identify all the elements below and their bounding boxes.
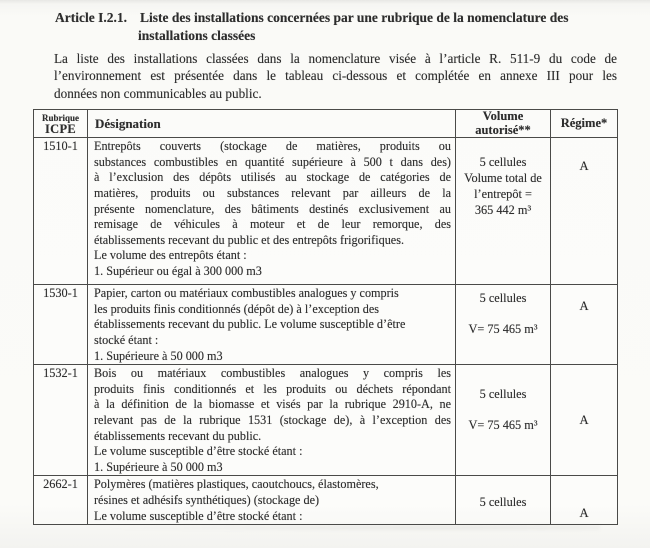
rubrique-code: 1530-1 <box>34 285 88 365</box>
article-title-line1: Liste des installations concernées par une rubrique de la nomenclature des <box>140 10 569 25</box>
scan-artifact-top <box>0 0 650 4</box>
regime-cell: A <box>551 138 618 285</box>
volume-cell: 5 cellules V= 75 465 m³ <box>456 285 551 365</box>
volume-cell: 5 cellules Volume total de l’entrepôt = 365 442 m³ <box>456 138 551 285</box>
volume-cell: 5 cellules <box>456 476 551 525</box>
volume-cell: 5 cellules V= 75 465 m³ <box>456 365 551 476</box>
designation-cell: Papier, carton ou matériaux combustibles analogues y compris les produits finis conditionnés (dépôt de) à l’exception des établissements recevant du public. Le volume susceptible d’être stocké étant : 1. Supérieure à 50 000 m3 <box>88 285 456 365</box>
table-header-row <box>34 110 618 138</box>
installations-table <box>33 109 618 525</box>
table-row-1530-1 <box>34 285 618 365</box>
article-number: Article I.2.1. <box>55 10 127 25</box>
designation-cell: Entrepôts couverts (stockage de matières, produits ou substances combustibles en quantité supérieure à 500 t dans des) à l’exclusion des dépôts utilisés au stockage de catégories de matières, produits ou substances relevant par ailleurs de la présente nomenclature, des bâtiments destinés exclusivement au remisage de véhicules à moteur et de leur remorque, des établissements recevant du public et des entrepôts frigorifiques. Le volume des entrepôts étant : 1. Supérieur ou égal à 300 000 m3 <box>88 138 456 285</box>
regime-cell: A <box>551 285 618 365</box>
column-header-volume-autorise: Volume autorisé** <box>456 110 551 138</box>
column-header-designation: Désignation <box>88 110 456 138</box>
intro-paragraph <box>54 50 617 102</box>
table-row-1510-1 <box>34 138 618 285</box>
designation-cell: Polymères (matières plastiques, caoutchoucs, élastomères, résines et adhésifs synthétiques) (stockage de) Le volume susceptible d’être stocké étant : <box>88 476 456 525</box>
designation-cell: Bois ou matériaux combustibles analogues y compris les produits finis conditionnés et les produits ou déchets répondant à la définition de la biomasse et visés par la rubrique 2910-A, ne relevant pas de la rubrique 1531 (stockage de), à l’exception des établissements recevant du public. Le volume susceptible d’être stocké étant : 1. Supérieure à 50 000 m3 <box>88 365 456 476</box>
intro-line: La liste des installations classées dans la nomenclature visée à l’article R. 511-9 du code de <box>54 51 617 66</box>
rubrique-code: 1510-1 <box>34 138 88 285</box>
column-header-rubrique-icpe: Rubrique ICPE <box>34 110 88 138</box>
article-title-line2: installations classées <box>138 28 256 43</box>
table-row-2662-1 <box>34 476 618 525</box>
rubrique-code: 1532-1 <box>34 365 88 476</box>
article-heading <box>55 9 650 45</box>
rubrique-code: 2662-1 <box>34 476 88 525</box>
intro-line: données non communicables au public. <box>54 85 262 101</box>
scan-artifact-bottom <box>60 524 600 531</box>
intro-line: l’environnement est présentée dans le tableau ci-dessous et complétée en annexe III pour les <box>54 68 617 84</box>
regime-cell: A <box>551 365 618 476</box>
regime-cell: A <box>551 476 618 525</box>
column-header-regime: Régime* <box>551 110 618 138</box>
table-row-1532-1 <box>34 365 618 476</box>
